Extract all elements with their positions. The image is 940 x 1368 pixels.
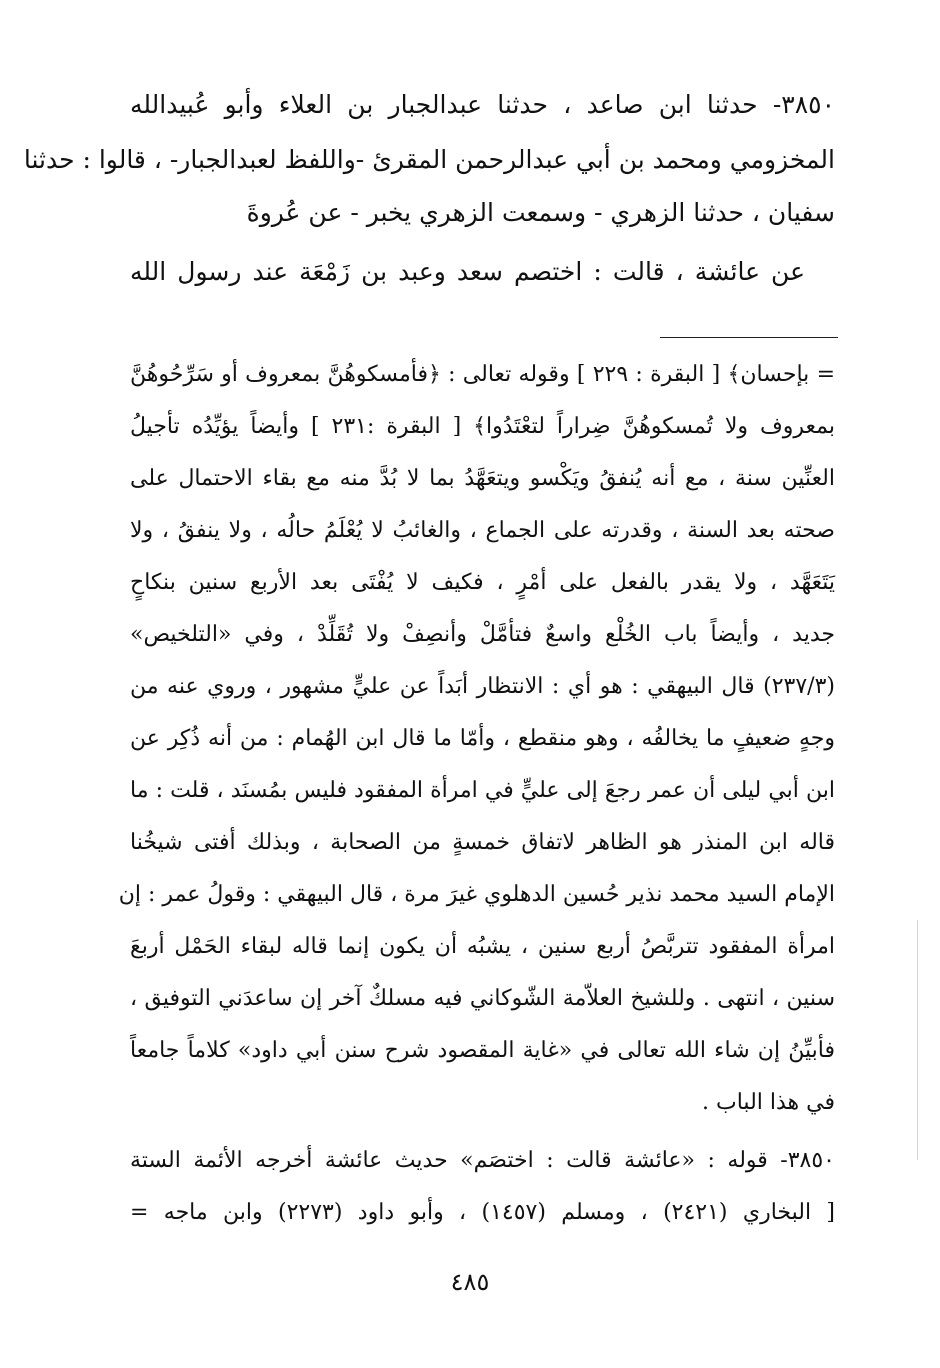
footnote-separator bbox=[660, 337, 838, 338]
footnote-line-11: الإمام السيد محمد نذير حُسين الدهلوي غيرَ مرة ، قال البيهقي : وقولُ عمر : إن bbox=[118, 882, 835, 907]
footnote-line-8: وجهٍ ضعيفٍ ما يخالفُه ، وهو منقطع ، وأمّا ما قال ابن الهُمام : من أنه ذُكِر عن bbox=[130, 726, 835, 751]
footnote-line-16: ٣٨٥٠- قوله : «عائشة قالت : اختصَم» حديث عائشة أخرجه الأئمة الستة bbox=[130, 1148, 835, 1173]
footnote-line-7: (٢٣٧/٣) قال البيهقي : هو أي : الانتظار أبَداً عن عليٍّ مشهور ، وروي عنه من bbox=[130, 674, 835, 699]
footnote-line-6: جديد ، وأيضاً باب الخُلْع واسعٌ فتأمَّلْ وأنصِفْ ولا تُقَلِّدْ ، وفي «التلخيص» bbox=[130, 622, 835, 647]
footnote-line-4: صحته بعد السنة ، وقدرته على الجماع ، والغائبُ لا يُعْلَمُ حالُه ، ولا ينفقُ ، ولا bbox=[130, 518, 835, 543]
footnote-line-3: العنِّين سنة ، مع أنه يُنفقُ ويَكْسو ويتعَهَّدُ بما لا بُدَّ منه مع بقاء الاحتمال على bbox=[130, 466, 835, 491]
scan-edge-line bbox=[917, 920, 918, 1160]
footnote-line-13: سنين ، انتهى . وللشيخ العلاّمة الشّوكاني فيه مسلكٌ آخر إن ساعدَني التوفيق ، bbox=[130, 986, 835, 1011]
footnote-line-1: = بإحسان﴾ [ البقرة : ٢٢٩ ] وقوله تعالى : ﴿فأمسكوهُنَّ بمعروف أو سَرِّحُوهُنَّ bbox=[130, 362, 836, 387]
footnote-line-12: امرأة المفقود تتربَّصُ أربع سنين ، يشبُه أن يكون إنما قاله لبقاء الحَمْل أربعَ bbox=[130, 934, 835, 959]
footnote-line-17: [ البخاري (٢٤٢١) ، ومسلم (١٤٥٧) ، وأبو داود (٢٢٧٣) وابن ماجه = bbox=[130, 1200, 836, 1225]
hadith-line-1: ٣٨٥٠- حدثنا ابن صاعد ، حدثنا عبدالجبار بن العلاء وأبو عُبيدالله bbox=[130, 90, 835, 119]
footnote-line-2: بمعروف ولا تُمسكوهُنَّ ضِراراً لتعْتَدُوا﴾ [ البقرة :٢٣١ ] وأيضاً يؤيِّدُه تأجيلُ bbox=[130, 414, 835, 439]
hadith-line-3: سفيان ، حدثنا الزهري - وسمعت الزهري يخبر - عن عُروةَ bbox=[246, 198, 835, 227]
hadith-line-2: المخزومي ومحمد بن أبي عبدالرحمن المقرئ -واللفظ لعبدالجبار- ، قالوا : حدثنا bbox=[23, 145, 835, 174]
footnote-line-10: قاله ابن المنذر هو الظاهر لاتفاق خمسةٍ من الصحابة ، وبذلك أفتى شيخُنا bbox=[130, 830, 835, 855]
footnote-line-9: ابن أبي ليلى أن عمر رجعَ إلى عليٍّ في امرأة المفقود فليس بمُسنَد ، قلت : ما bbox=[130, 778, 835, 803]
footnote-line-15: في هذا الباب . bbox=[702, 1090, 835, 1115]
page-number: ٤٨٥ bbox=[450, 1268, 490, 1296]
footnote-line-5: يَتَعَهَّد ، ولا يقدر بالفعل على أمْرٍ ، فكيف لا يُفْتَى بعد الأربع سنين بنكاحٍ bbox=[130, 570, 835, 595]
footnote-line-14: فأبيِّنُ إن شاء الله تعالى في «غاية المقصود شرح سنن أبي داود» كلاماً جامعاً bbox=[130, 1038, 835, 1063]
hadith-line-4: عن عائشة ، قالت : اختصم سعد وعبد بن زَمْعَة عند رسول الله bbox=[130, 257, 805, 286]
